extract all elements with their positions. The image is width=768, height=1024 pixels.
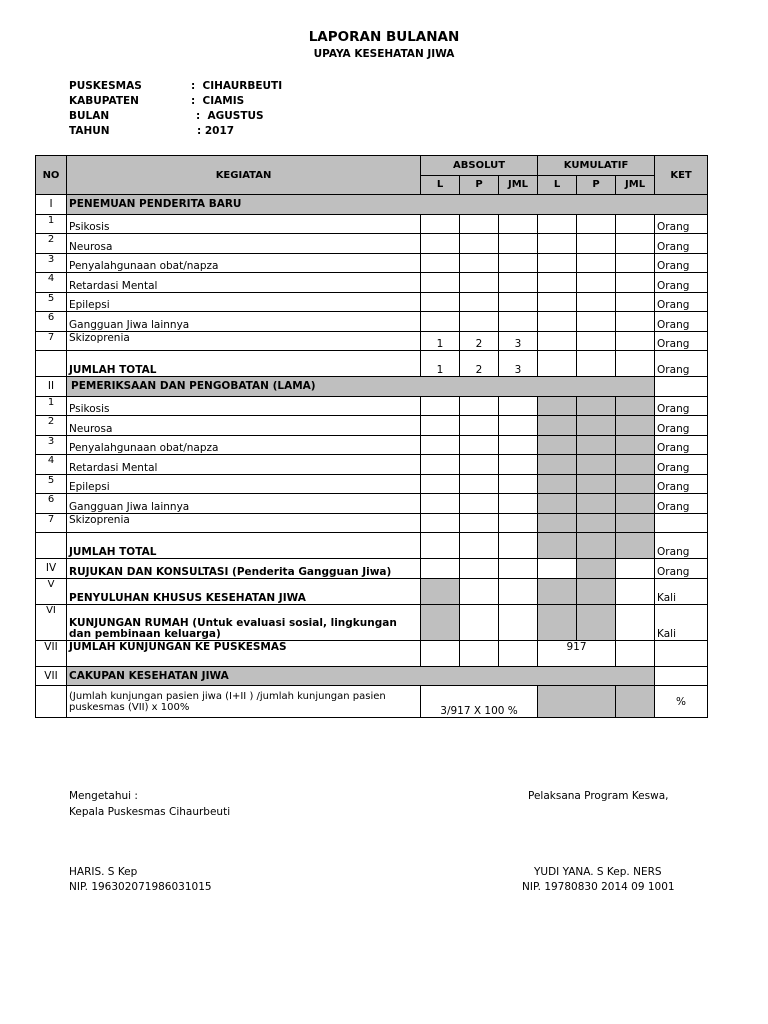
table-row-total (36, 351, 708, 377)
row-number: 3 (36, 435, 67, 455)
row-abs-jml: 3 (499, 331, 538, 351)
header-kegiatan: KEGIATAN (67, 156, 421, 195)
table-row (36, 559, 708, 579)
section-title: CAKUPAN KESEHATAN JIWA (67, 666, 655, 686)
row-ket: Orang (655, 494, 708, 514)
row-label: Retardasi Mental (67, 455, 421, 475)
row-label: RUJUKAN DAN KONSULTASI (Penderita Gangguan Jiwa) (67, 559, 421, 579)
row-number: 4 (36, 455, 67, 475)
row-ket: Orang (655, 416, 708, 436)
total-label: JUMLAH TOTAL (67, 351, 421, 377)
footer-right-role: Pelaksana Program Keswa, (528, 790, 669, 802)
row-label: Epilepsi (67, 292, 421, 312)
header-no: NO (36, 156, 67, 195)
table-row (36, 435, 708, 455)
meta-label-kabupaten: KABUPATEN (69, 95, 139, 107)
cakupan-value: 3/917 X 100 % (421, 686, 538, 718)
table-row (36, 234, 708, 254)
report-title: LAPORAN BULANAN (308, 29, 460, 45)
row-number: 7 (36, 331, 67, 351)
row-label: Epilepsi (67, 474, 421, 494)
row-abs-l: 1 (421, 331, 460, 351)
report-table (35, 155, 708, 718)
footer-right-nip: NIP. 19780830 2014 09 1001 (522, 881, 675, 893)
section-number: VI (36, 604, 67, 640)
row-ket: Orang (655, 292, 708, 312)
row-label: Skizoprenia (67, 513, 421, 533)
row-label: Psikosis (67, 214, 421, 234)
row-label: (Jumlah kunjungan pasien jiwa (I+II ) /jumlah kunjungan pasien puskesmas (VII) x 100% (67, 686, 421, 718)
header-ket: KET (655, 156, 708, 195)
table-row (36, 474, 708, 494)
table-row (36, 640, 708, 666)
row-ket: Orang (655, 273, 708, 293)
total-abs-jml: 3 (499, 351, 538, 377)
total-abs-p: 2 (460, 351, 499, 377)
header-absolut: ABSOLUT (421, 156, 538, 176)
row-ket: Orang (655, 234, 708, 254)
header-abs-jml: JML (499, 175, 538, 195)
table-row (36, 214, 708, 234)
report-subtitle: UPAYA KESEHATAN JIWA (313, 48, 455, 60)
table-row (36, 686, 708, 718)
row-ket: Orang (655, 396, 708, 416)
row-number: 4 (36, 273, 67, 293)
row-label: Gangguan Jiwa lainnya (67, 494, 421, 514)
table-row (36, 416, 708, 436)
section-number: VII (36, 666, 67, 686)
table-row (36, 331, 708, 351)
row-number: 5 (36, 292, 67, 312)
row-number: 2 (36, 234, 67, 254)
table-row (36, 312, 708, 332)
footer-left-nip: NIP. 196302071986031015 (69, 881, 212, 893)
row-ket: Kali (655, 578, 708, 604)
table-row (36, 292, 708, 312)
footer-acknowledge: Mengetahui : (69, 790, 138, 802)
total-abs-l: 1 (421, 351, 460, 377)
table-row (36, 513, 708, 533)
row-ket: Orang (655, 214, 708, 234)
footer-left-role: Kepala Puskesmas Cihaurbeuti (69, 806, 231, 818)
row-label: JUMLAH KUNJUNGAN KE PUSKESMAS (67, 640, 421, 666)
row-ket: Orang (655, 253, 708, 273)
footer-left-name: HARIS. S Kep (69, 866, 138, 878)
row-label: Neurosa (67, 416, 421, 436)
row-label: Retardasi Mental (67, 273, 421, 293)
meta-value-tahun: : 2017 (197, 125, 235, 137)
header-kumulatif: KUMULATIF (538, 156, 655, 176)
row-label: PENYULUHAN KHUSUS KESEHATAN JIWA (67, 578, 421, 604)
section-number: II (36, 377, 67, 397)
kumulatif-value: 917 (538, 640, 616, 666)
total-label: JUMLAH TOTAL (67, 533, 421, 559)
row-label: Gangguan Jiwa lainnya (67, 312, 421, 332)
table-row (36, 494, 708, 514)
row-number: 6 (36, 494, 67, 514)
meta-value-kabupaten: : CIAMIS (191, 95, 245, 107)
row-number: 6 (36, 312, 67, 332)
row-label: Neurosa (67, 234, 421, 254)
section-title: PEMERIKSAAN DAN PENGOBATAN (LAMA) (67, 377, 655, 397)
header-abs-p: P (460, 175, 499, 195)
row-ket: Orang (655, 455, 708, 475)
row-label: Skizoprenia (67, 331, 421, 351)
meta-label-puskesmas: PUSKESMAS (69, 80, 142, 92)
footer-right-name: YUDI YANA. S Kep. NERS (534, 866, 662, 878)
section-number: IV (36, 559, 67, 579)
section-number: V (36, 578, 67, 604)
row-ket: Orang (655, 474, 708, 494)
row-number: 2 (36, 416, 67, 436)
table-row (36, 455, 708, 475)
meta-value-puskesmas: : CIHAURBEUTI (191, 80, 283, 92)
header-abs-l: L (421, 175, 460, 195)
section-number: VII (36, 640, 67, 666)
header-kum-jml: JML (616, 175, 655, 195)
row-label: Psikosis (67, 396, 421, 416)
section-number: I (36, 195, 67, 215)
meta-label-bulan: BULAN (69, 110, 110, 122)
table-row (36, 273, 708, 293)
row-number: 1 (36, 214, 67, 234)
row-ket: Orang (655, 312, 708, 332)
section-title: PENEMUAN PENDERITA BARU (67, 195, 708, 215)
header-kum-l: L (538, 175, 577, 195)
row-number: 3 (36, 253, 67, 273)
row-number: 1 (36, 396, 67, 416)
row-number: 5 (36, 474, 67, 494)
row-ket: Orang (655, 435, 708, 455)
table-row (36, 396, 708, 416)
row-ket (655, 513, 708, 533)
table-row (36, 578, 708, 604)
row-number: 7 (36, 513, 67, 533)
row-label: Penyalahgunaan obat/napza (67, 435, 421, 455)
table-row (36, 253, 708, 273)
meta-label-tahun: TAHUN (69, 125, 110, 137)
header-kum-p: P (577, 175, 616, 195)
row-label: KUNJUNGAN RUMAH (Untuk evaluasi sosial, lingkungan dan pembinaan keluarga) (67, 604, 421, 640)
total-ket: Orang (655, 351, 708, 377)
row-ket: Orang (655, 559, 708, 579)
row-abs-p: 2 (460, 331, 499, 351)
row-label: Penyalahgunaan obat/napza (67, 253, 421, 273)
table-row-total (36, 533, 708, 559)
row-ket: Kali (655, 604, 708, 640)
table-row (36, 604, 708, 640)
meta-value-bulan: : AGUSTUS (196, 110, 264, 122)
row-ket: Orang (655, 331, 708, 351)
total-ket: Orang (655, 533, 708, 559)
row-ket: % (655, 686, 708, 718)
